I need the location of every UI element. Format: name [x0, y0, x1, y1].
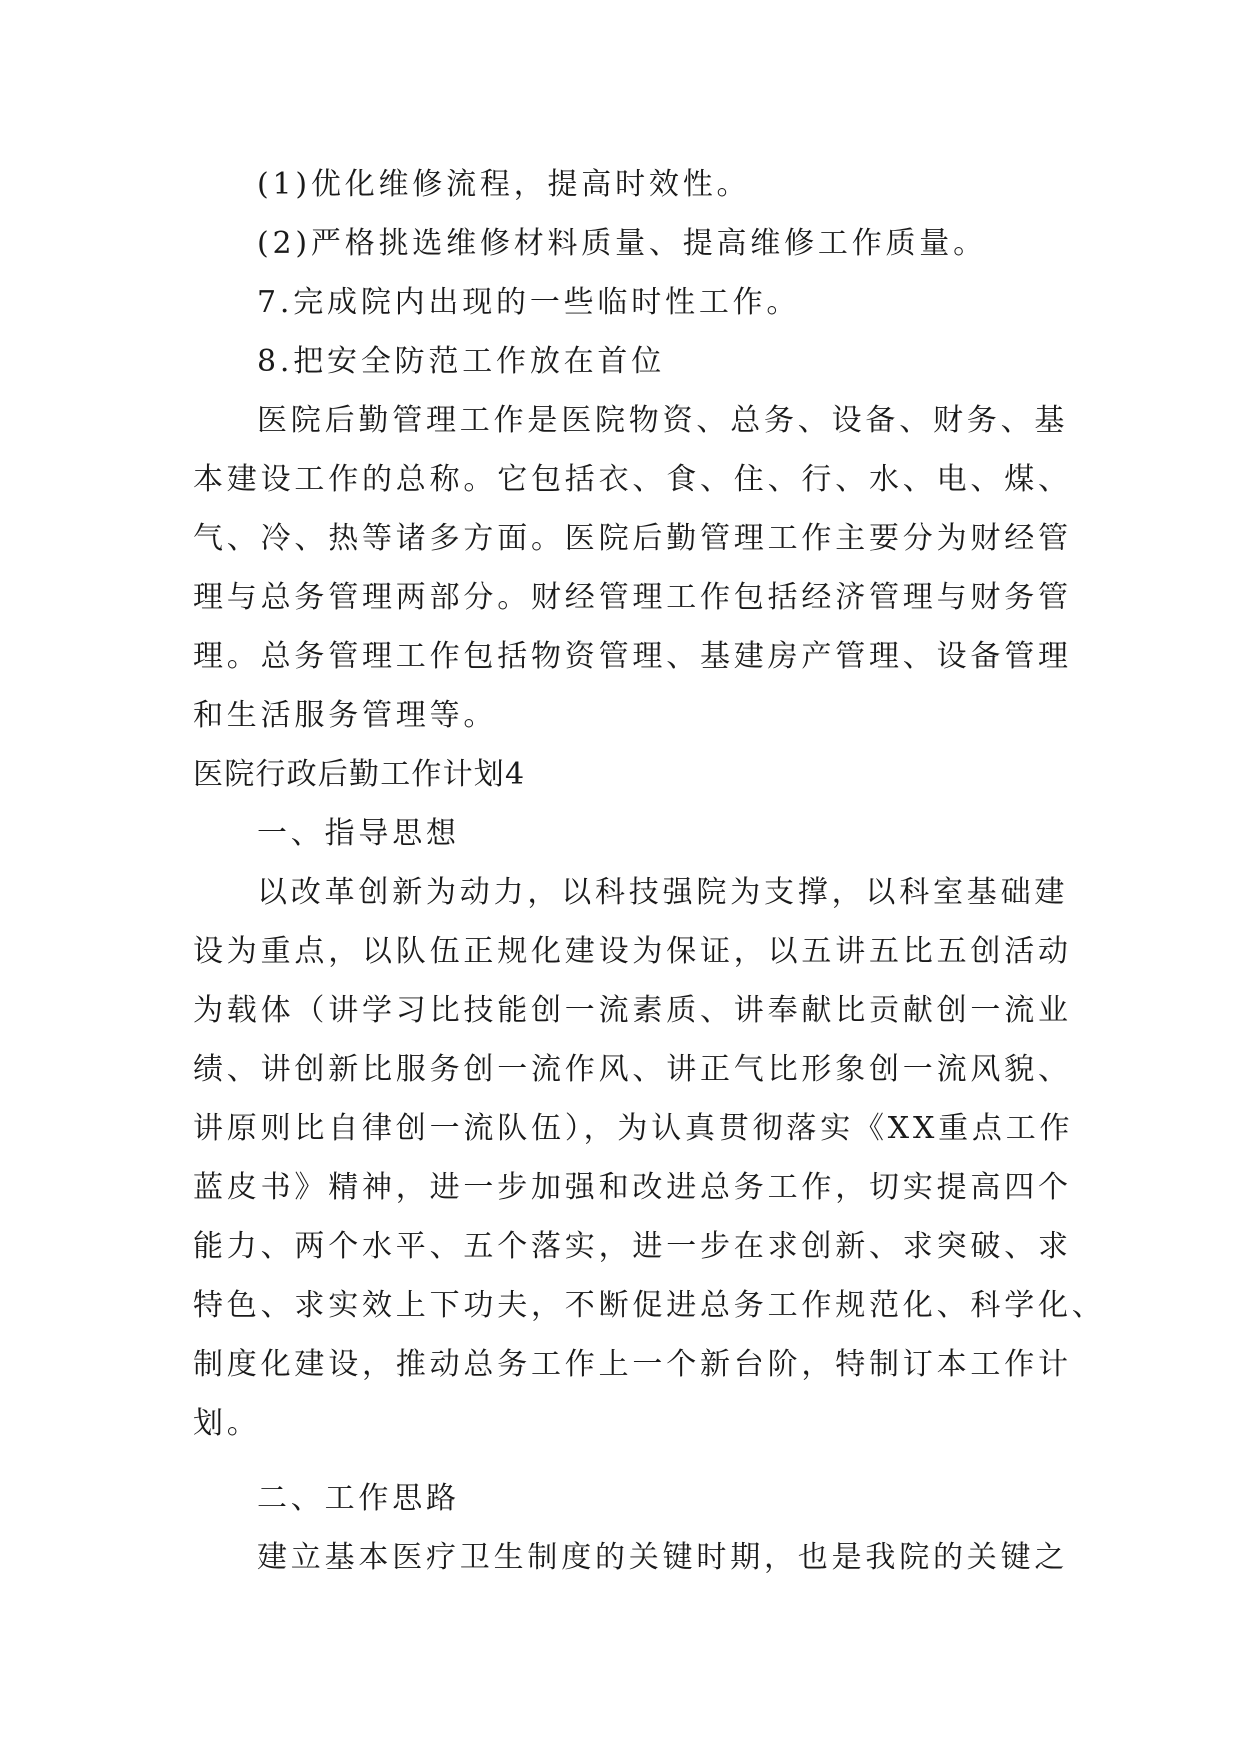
paragraph-line: 划。	[193, 1406, 261, 1441]
section-title: 医院行政后勤工作计划4	[193, 757, 526, 792]
paragraph-line: 特色、求实效上下功夫，不断促进总务工作规范化、科学化、	[193, 1288, 1106, 1323]
subsection-heading: 一、指导思想	[257, 816, 460, 851]
list-item: (2)严格挑选维修材料质量、提高维修工作质量。	[257, 226, 987, 261]
paragraph-line: 理与总务管理两部分。财经管理工作包括经济管理与财务管	[193, 580, 1072, 615]
list-item: 7.完成院内出现的一些临时性工作。	[257, 285, 801, 320]
paragraph-line: 气、冷、热等诸多方面。医院后勤管理工作主要分为财经管	[193, 521, 1072, 556]
paragraph-line: 和生活服务管理等。	[193, 698, 498, 733]
paragraph-line: 医院后勤管理工作是医院物资、总务、设备、财务、基	[257, 403, 1069, 438]
paragraph-spacer	[193, 1453, 1053, 1469]
paragraph-line: 制度化建设，推动总务工作上一个新台阶，特制订本工作计	[193, 1347, 1072, 1382]
list-item: 8.把安全防范工作放在首位	[257, 344, 666, 379]
paragraph-line: 蓝皮书》精神，进一步加强和改进总务工作，切实提高四个	[193, 1170, 1072, 1205]
paragraph-line: 设为重点，以队伍正规化建设为保证，以五讲五比五创活动	[193, 934, 1072, 969]
paragraph-line: 能力、两个水平、五个落实，进一步在求创新、求突破、求	[193, 1229, 1072, 1264]
paragraph-line: 为载体（讲学习比技能创一流素质、讲奉献比贡献创一流业	[193, 993, 1072, 1028]
paragraph-line: 讲原则比自律创一流队伍），为认真贯彻落实《XX重点工作	[193, 1111, 1074, 1146]
paragraph-line: 本建设工作的总称。它包括衣、食、住、行、水、电、煤、	[193, 462, 1072, 497]
paragraph-line: 绩、讲创新比服务创一流作风、讲正气比形象创一流风貌、	[193, 1052, 1072, 1087]
list-item: (1)优化维修流程，提高时效性。	[257, 167, 751, 202]
paragraph-line: 理。总务管理工作包括物资管理、基建房产管理、设备管理	[193, 639, 1072, 674]
paragraph-line: 建立基本医疗卫生制度的关键时期，也是我院的关键之	[257, 1540, 1069, 1575]
subsection-heading: 二、工作思路	[257, 1481, 460, 1516]
document-body	[193, 155, 1106, 1587]
paragraph-line: 以改革创新为动力，以科技强院为支撑，以科室基础建	[257, 875, 1069, 910]
